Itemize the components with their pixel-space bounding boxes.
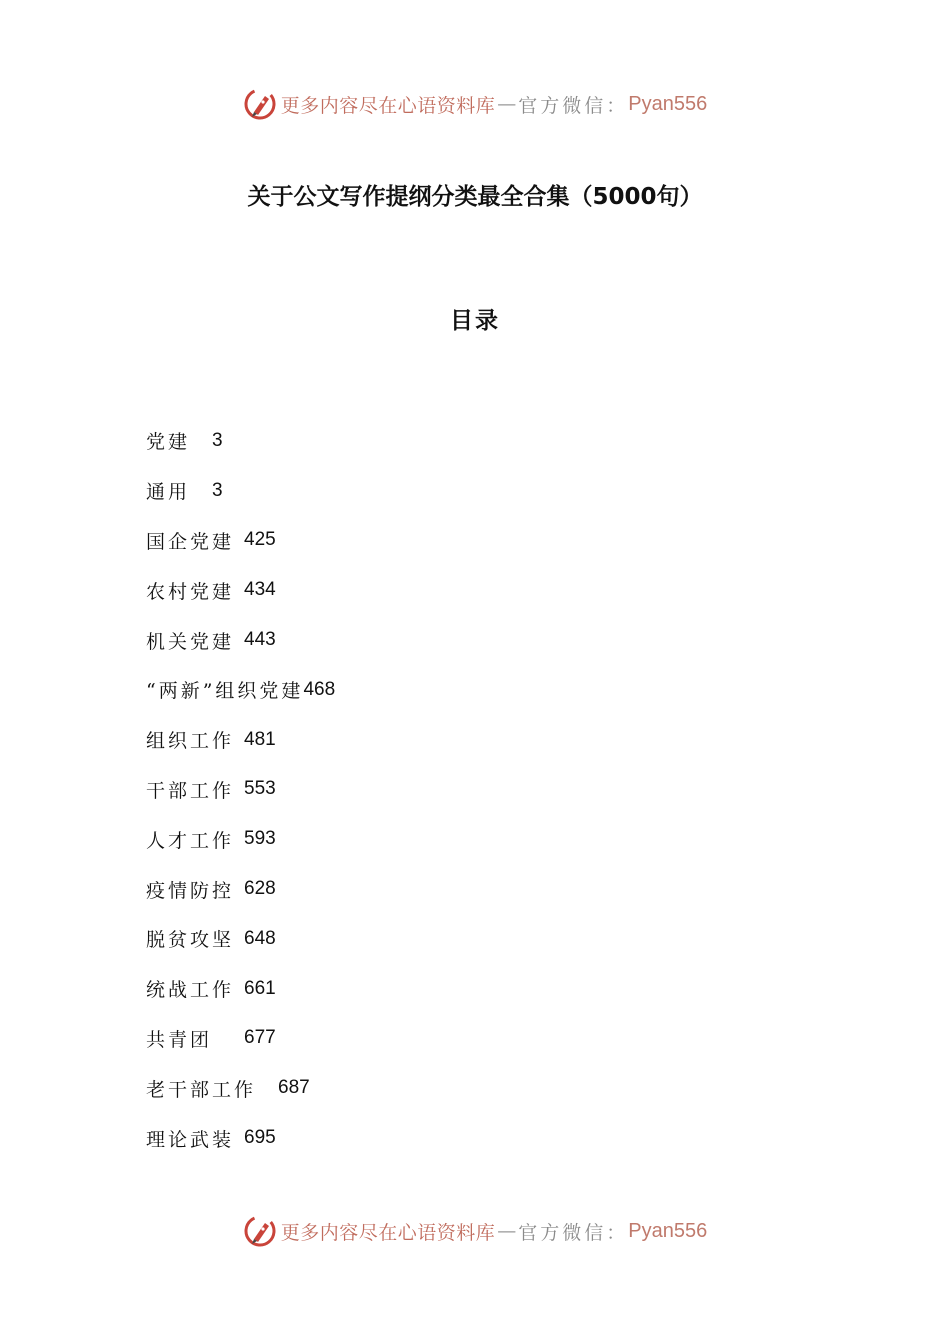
toc-item-page: 677: [244, 1027, 276, 1049]
toc-item-page: 695: [244, 1127, 276, 1149]
toc-item[interactable]: [146, 416, 746, 466]
banner-handle: Pyan556: [628, 1219, 708, 1242]
toc-item[interactable]: [146, 765, 746, 815]
toc-item-page: 648: [244, 927, 276, 949]
toc-item-page: 3: [212, 429, 223, 451]
toc-item-page: 593: [244, 828, 276, 850]
banner-main-text: 更多内容尽在心语资料库: [280, 1221, 496, 1244]
toc-heading: 目录: [450, 308, 500, 334]
toc-item-label: “两新”组织党建: [146, 680, 304, 703]
toc-item-label: 机关党建: [146, 630, 235, 653]
toc-item-page: 468: [303, 678, 336, 700]
banner-handle: Pyan556: [628, 92, 708, 115]
pen-nib-logo-icon: [243, 87, 277, 121]
toc-item-label: 统战工作: [146, 979, 235, 1002]
banner-main-text: 更多内容尽在心语资料库: [280, 94, 496, 117]
toc-item[interactable]: [146, 914, 746, 964]
toc-item[interactable]: [146, 864, 746, 914]
toc-item-page: 481: [244, 728, 276, 750]
header-banner: [0, 84, 950, 124]
toc-item-label: 干部工作: [146, 779, 235, 802]
banner-separator: —: [497, 93, 517, 115]
toc-item-page: 628: [244, 878, 276, 900]
toc-item-page: 425: [244, 529, 276, 551]
toc-item-label: 脱贫攻坚: [146, 929, 235, 952]
toc-item-label: 理论武装: [146, 1128, 235, 1151]
banner-sub-text: 官方微信：: [518, 94, 629, 117]
toc-item-page: 434: [244, 579, 276, 601]
banner-separator: —: [497, 1220, 517, 1242]
toc-item[interactable]: [146, 665, 746, 715]
toc-item-label: 人才工作: [146, 829, 235, 852]
toc-item[interactable]: [146, 615, 746, 665]
toc-item-page: 553: [244, 778, 276, 800]
toc-item[interactable]: [146, 1014, 746, 1064]
toc-item[interactable]: [146, 1063, 746, 1113]
footer-banner: [0, 1211, 950, 1251]
toc-item[interactable]: [146, 715, 746, 765]
banner-sub-text: 官方微信：: [518, 1221, 629, 1244]
toc-item-page: 687: [278, 1077, 310, 1099]
toc-item[interactable]: [146, 814, 746, 864]
toc-item-page: 443: [244, 629, 276, 651]
toc-item-label: 共青团: [146, 1028, 213, 1051]
toc-item-label: 疫情防控: [146, 879, 235, 902]
document-title: 关于公文写作提纲分类最全合集（5000句）: [247, 184, 703, 210]
pen-nib-logo-icon: [243, 1214, 277, 1248]
toc-item[interactable]: [146, 565, 746, 615]
toc-item[interactable]: [146, 1113, 746, 1163]
toc-item-page: 3: [212, 479, 223, 501]
toc-item-label: 农村党建: [146, 580, 235, 603]
table-of-contents: [146, 416, 746, 1163]
toc-item-label: 党建: [146, 431, 191, 454]
toc-item[interactable]: [146, 516, 746, 566]
toc-item[interactable]: [146, 466, 746, 516]
toc-item-label: 国企党建: [146, 530, 235, 553]
toc-item[interactable]: [146, 964, 746, 1014]
toc-item-label: 通用: [146, 481, 191, 504]
toc-item-label: 老干部工作: [146, 1078, 257, 1101]
toc-item-label: 组织工作: [146, 730, 235, 753]
toc-item-page: 661: [244, 977, 276, 999]
